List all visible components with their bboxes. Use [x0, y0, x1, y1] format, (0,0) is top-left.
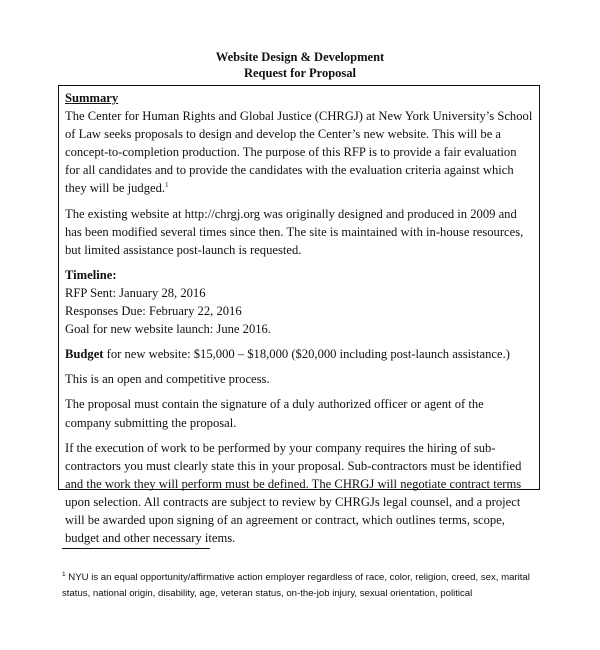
timeline-responses-due: Responses Due: February 22, 2016: [65, 304, 242, 319]
subcontractors-paragraph: If the execution of work to be performed by your company requires the hiring of sub-contractors you must clearly state this in your proposal. Sub-contractors must be identified and the work they will perform must be defined. The CHRGJ will negotiate contract terms upon selection. All contracts are subject to review by CHRGJs legal counsel, and a project will be awarded upon signing of an agreement or contract, which outlines terms, scope, budget and other necessary items.: [65, 440, 522, 546]
budget-label: Budget: [65, 347, 104, 362]
footnote-reference: 1: [165, 181, 169, 190]
timeline-heading: Timeline:: [65, 267, 117, 282]
budget-paragraph: [65, 345, 533, 363]
footnote-text: NYU is an equal opportunity/affirmative action employer regardless of race, color, religion, creed, sex, marital status, national origin, disability, age, veteran status, on-the-job injury, sexual orientation, political: [62, 572, 530, 599]
summary-paragraph: [65, 107, 533, 197]
footnote-marker: 1: [62, 571, 66, 578]
open-process-paragraph: This is an open and competitive process.: [65, 372, 270, 387]
title-line-2: Request for Proposal: [243, 66, 357, 80]
footnote: [62, 570, 532, 602]
timeline-section: [65, 266, 533, 338]
summary-heading: Summary: [65, 91, 119, 105]
title-line-1: Website Design & Development: [215, 50, 385, 64]
timeline-rfp-sent: RFP Sent: January 28, 2016: [65, 285, 206, 300]
summary-box: [58, 85, 540, 546]
document-title: [0, 49, 600, 81]
footnote-divider: [62, 548, 210, 549]
timeline-launch-goal: Goal for new website launch: June 2016.: [65, 322, 271, 337]
summary-paragraph-text: The Center for Human Rights and Global Justice (CHRGJ) at New York University’s School of Law seeks proposals to design and develop the Center’s new website. This will be a concept-to-completion production. The purpose of this RFP is to provide a fair evaluation for all candidates and to provide the candidates with the evaluation criteria against which they will be judged.: [65, 109, 533, 196]
budget-text: for new website: $15,000 – $18,000 ($20,000 including post-launch assistance.): [103, 347, 510, 362]
signature-paragraph: The proposal must contain the signature of a duly authorized officer or agent of the company submitting the proposal.: [65, 397, 484, 430]
existing-website-paragraph: The existing website at http://chrgj.org was originally designed and produced in 2009 and has been modified several times since then. The site is maintained with in-house resources, but limited assistance post-launch is requested.: [65, 206, 524, 257]
